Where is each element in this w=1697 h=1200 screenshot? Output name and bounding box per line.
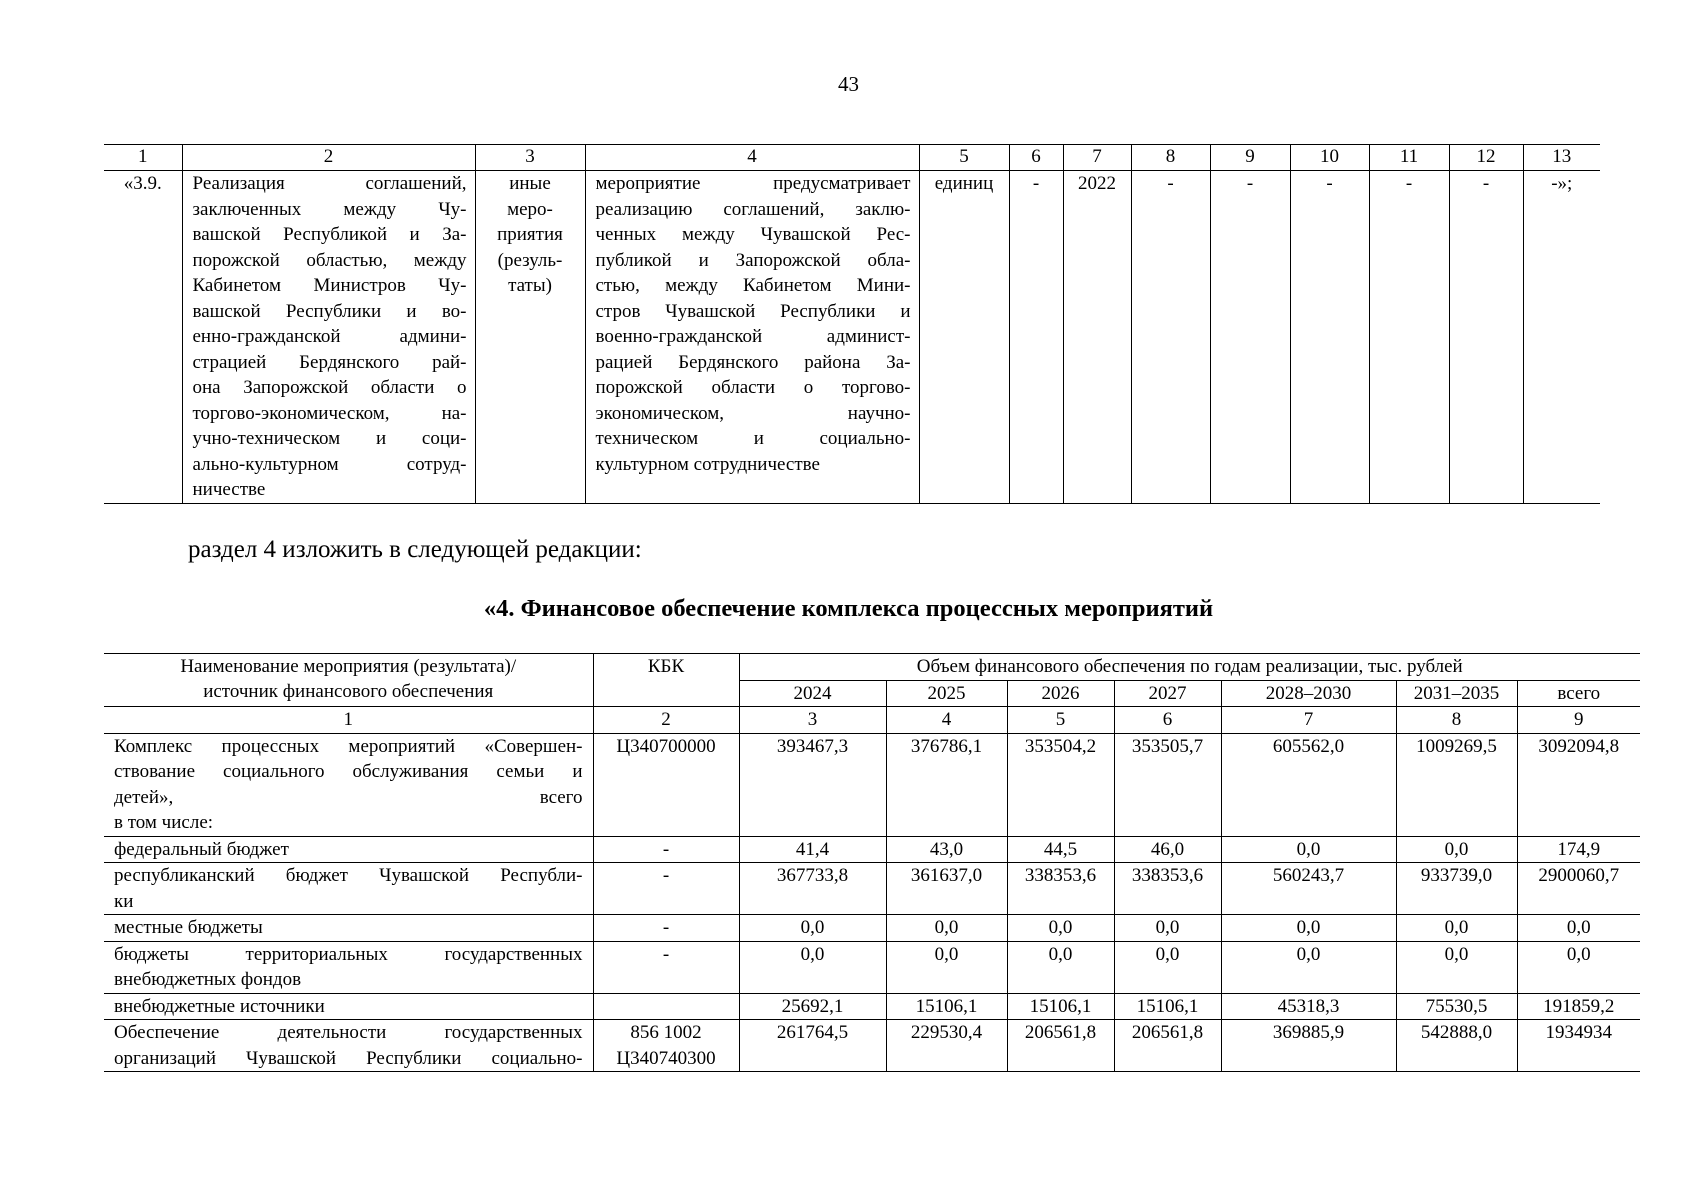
value-cell: 15106,1: [1114, 993, 1221, 1020]
value-cell: 261764,5: [739, 1020, 886, 1072]
year-header: 2031–2035: [1396, 680, 1517, 707]
value-cell: 3092094,8: [1517, 733, 1640, 836]
kbk-column-header: КБК: [593, 654, 739, 707]
column-number: 9: [1210, 145, 1290, 171]
kbk-cell: -: [593, 941, 739, 993]
column-number: 11: [1369, 145, 1449, 171]
row-number: «3.9.: [104, 171, 182, 504]
value-cell: 605562,0: [1221, 733, 1396, 836]
value-cell: 376786,1: [886, 733, 1007, 836]
section-heading: «4. Финансовое обеспечение комплекса процессных мероприятий: [483, 595, 1214, 622]
kbk-cell: Ц340700000: [593, 733, 739, 836]
column-number: 6: [1114, 707, 1221, 734]
value-cell: 0,0: [886, 941, 1007, 993]
column-number: 10: [1290, 145, 1369, 171]
column-number: 4: [886, 707, 1007, 734]
row-name: республиканский бюджет Чувашской Республи- ки: [104, 863, 593, 915]
value-cell: 206561,8: [1007, 1020, 1114, 1072]
year-header: 2025: [886, 680, 1007, 707]
column-number: 13: [1523, 145, 1600, 171]
kbk-cell: -: [593, 836, 739, 863]
value-cell: 0,0: [1396, 836, 1517, 863]
activity-name: Реализация соглашений, заключенных между Чу- вашской Республикой и За- порожской областью, между Кабинетом Министров Чу- вашской Республики и во- енно-гражданской админи- страцией Бердянского рай- она Запорожской области о торгово-экономическом, на- учно-техническом и соци- ально-культурном сотруд- ничестве: [182, 171, 475, 504]
year-header: 2027: [1114, 680, 1221, 707]
value-cell: 45318,3: [1221, 993, 1396, 1020]
value-cell: 44,5: [1007, 836, 1114, 863]
column-number: 5: [919, 145, 1009, 171]
value-cell: 367733,8: [739, 863, 886, 915]
column-number: 8: [1131, 145, 1210, 171]
value-cell: 25692,1: [739, 993, 886, 1020]
value-cell: 43,0: [886, 836, 1007, 863]
value-cell: 0,0: [1517, 941, 1640, 993]
cell: -: [1369, 171, 1449, 504]
value-cell: 2900060,7: [1517, 863, 1640, 915]
value-cell: 353504,2: [1007, 733, 1114, 836]
value-cell: 41,4: [739, 836, 886, 863]
page-number: 43: [838, 72, 859, 96]
year-header: 2028–2030: [1221, 680, 1396, 707]
column-number: 4: [585, 145, 919, 171]
column-number: 12: [1449, 145, 1523, 171]
kbk-cell: [593, 993, 739, 1020]
value-cell: 369885,9: [1221, 1020, 1396, 1072]
row-name: федеральный бюджет: [104, 836, 593, 863]
value-cell: 174,9: [1517, 836, 1640, 863]
value-cell: 0,0: [886, 915, 1007, 942]
year-cell: 2022: [1063, 171, 1131, 504]
column-number: 7: [1063, 145, 1131, 171]
value-cell: 0,0: [739, 941, 886, 993]
value-cell: 0,0: [1221, 941, 1396, 993]
column-number: 1: [104, 145, 182, 171]
unit-cell: единиц: [919, 171, 1009, 504]
row-name: Комплекс процессных мероприятий «Совершен- ствование социального обслуживания семьи и детей», всего в том числе:: [104, 733, 593, 836]
column-number: 3: [739, 707, 886, 734]
value-cell: 0,0: [1221, 836, 1396, 863]
value-cell: 353505,7: [1114, 733, 1221, 836]
cell: -: [1449, 171, 1523, 504]
value-cell: 338353,6: [1007, 863, 1114, 915]
table-row: [104, 915, 1640, 942]
total-header: всего: [1517, 680, 1640, 707]
value-cell: 206561,8: [1114, 1020, 1221, 1072]
column-numbers-row: [104, 707, 1640, 734]
financing-table: [104, 653, 1640, 1072]
table-row: [104, 1020, 1640, 1072]
value-cell: 393467,3: [739, 733, 886, 836]
value-cell: 0,0: [739, 915, 886, 942]
value-cell: 361637,0: [886, 863, 1007, 915]
row-name: Обеспечение деятельности государственных организаций Чувашской Республики социально-: [104, 1020, 593, 1072]
column-number: 5: [1007, 707, 1114, 734]
year-header: 2024: [739, 680, 886, 707]
column-number: 8: [1396, 707, 1517, 734]
cell: -: [1009, 171, 1063, 504]
table-header-row: [104, 145, 1600, 171]
value-cell: 0,0: [1396, 915, 1517, 942]
value-cell: 0,0: [1007, 941, 1114, 993]
year-header: 2026: [1007, 680, 1114, 707]
name-column-header: Наименование мероприятия (результата)/ источник финансового обеспечения: [104, 654, 593, 707]
row-name: местные бюджеты: [104, 915, 593, 942]
value-cell: 75530,5: [1396, 993, 1517, 1020]
column-number: 1: [104, 707, 593, 734]
value-cell: 0,0: [1114, 915, 1221, 942]
value-cell: 15106,1: [1007, 993, 1114, 1020]
value-cell: 0,0: [1007, 915, 1114, 942]
volume-column-header: Объем финансового обеспечения по годам реализации, тыс. рублей: [739, 654, 1640, 681]
table-row: [104, 993, 1640, 1020]
value-cell: 46,0: [1114, 836, 1221, 863]
column-number: 3: [475, 145, 585, 171]
column-number: 6: [1009, 145, 1063, 171]
column-number: 2: [182, 145, 475, 171]
value-cell: 933739,0: [1396, 863, 1517, 915]
column-number: 7: [1221, 707, 1396, 734]
value-cell: 229530,4: [886, 1020, 1007, 1072]
row-name: бюджеты территориальных государственных внебюджетных фондов: [104, 941, 593, 993]
value-cell: 560243,7: [1221, 863, 1396, 915]
value-cell: 338353,6: [1114, 863, 1221, 915]
table-header-row: [104, 654, 1640, 681]
table-row: [104, 836, 1640, 863]
instruction-paragraph: раздел 4 изложить в следующей редакции:: [188, 536, 642, 563]
value-cell: 0,0: [1396, 941, 1517, 993]
table-row: [104, 941, 1640, 993]
cell: -: [1210, 171, 1290, 504]
value-cell: 0,0: [1517, 915, 1640, 942]
column-number: 9: [1517, 707, 1640, 734]
value-cell: 0,0: [1221, 915, 1396, 942]
value-cell: 191859,2: [1517, 993, 1640, 1020]
value-cell: 1934934: [1517, 1020, 1640, 1072]
value-cell: 0,0: [1114, 941, 1221, 993]
row-name: внебюджетные источники: [104, 993, 593, 1020]
kbk-cell: 856 1002 Ц340740300: [593, 1020, 739, 1072]
table-row: [104, 171, 1600, 504]
value-cell: 1009269,5: [1396, 733, 1517, 836]
activity-type: иные меро- приятия (резуль- таты): [475, 171, 585, 504]
activities-table: [104, 144, 1600, 504]
kbk-cell: -: [593, 863, 739, 915]
cell: -: [1131, 171, 1210, 504]
table-row: [104, 733, 1640, 836]
value-cell: 542888,0: [1396, 1020, 1517, 1072]
value-cell: 15106,1: [886, 993, 1007, 1020]
cell: -: [1290, 171, 1369, 504]
column-number: 2: [593, 707, 739, 734]
table-row: [104, 863, 1640, 915]
cell: -»;: [1523, 171, 1600, 504]
kbk-cell: -: [593, 915, 739, 942]
activity-description: мероприятие предусматривает реализацию соглашений, заклю- ченных между Чувашской Рес- публикой и Запорожской обла- стью, между Кабинетом Мини- стров Чувашской Республики и военно-гражданской админист- рацией Бердянского района За- порожской области о торгово- экономическом, научно- техническом и социально- культурном сотрудничестве: [585, 171, 919, 504]
